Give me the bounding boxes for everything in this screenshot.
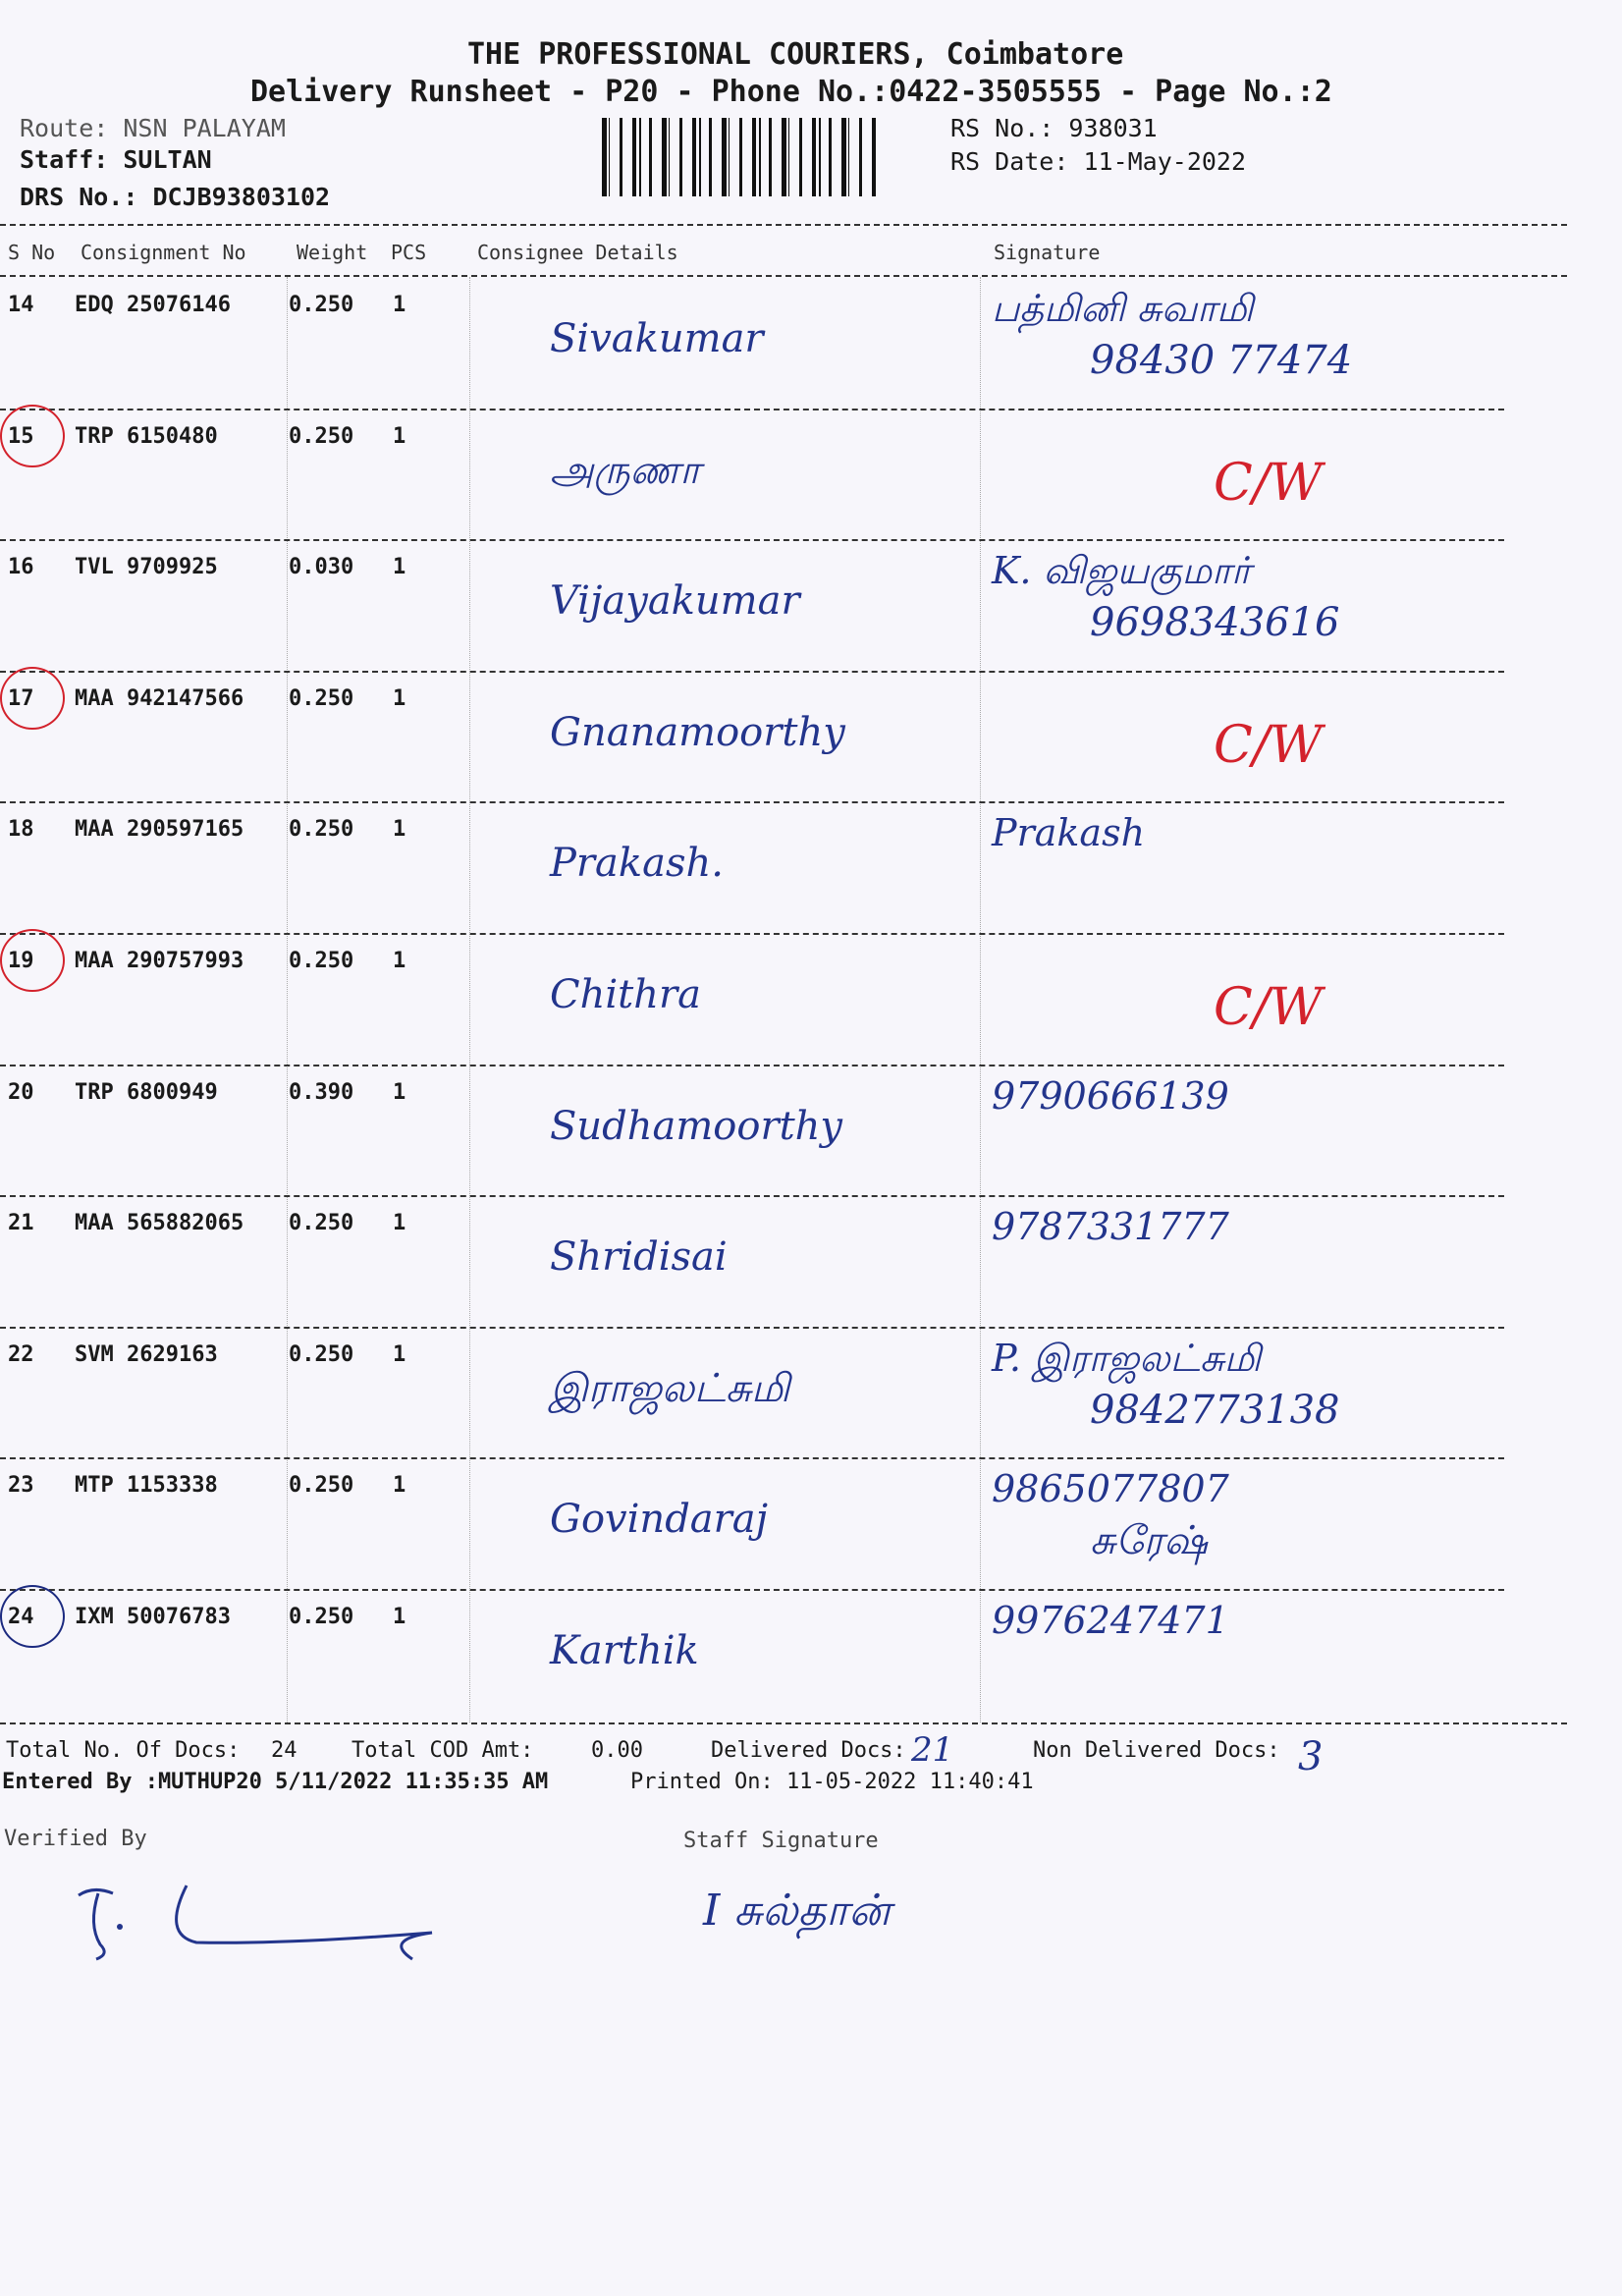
- row-consignment-no: MTP 1153338: [75, 1473, 218, 1498]
- row-signature: 9865077807: [992, 1467, 1229, 1510]
- row-consignee-name: Shridisai: [550, 1234, 728, 1280]
- row-divider: [0, 1457, 1504, 1459]
- page-title: THE PROFESSIONAL COURIERS, Coimbatore: [467, 37, 1124, 72]
- verifier-signature: [59, 1866, 452, 1984]
- row-sno: 22: [8, 1342, 34, 1367]
- row-sno: 24: [8, 1605, 34, 1629]
- row-divider: [0, 1195, 1504, 1197]
- row-consignment-no: SVM 2629163: [75, 1342, 218, 1367]
- row-pcs: 1: [393, 1211, 406, 1235]
- row-sno: 20: [8, 1080, 34, 1105]
- row-weight: 0.250: [289, 1473, 354, 1498]
- row-consignment-no: MAA 565882065: [75, 1211, 244, 1235]
- delivered-label: Delivered Docs:: [711, 1738, 906, 1763]
- row-signature: K. விஜயகுமார்: [992, 549, 1251, 592]
- row-signature: C/W: [1214, 716, 1323, 775]
- row-sno: 21: [8, 1211, 34, 1235]
- row-consignee-name: Gnanamoorthy: [550, 710, 845, 755]
- divider-header: [0, 275, 1567, 277]
- row-consignment-no: MAA 290597165: [75, 817, 244, 842]
- col-pcs: PCS: [391, 241, 427, 264]
- row-pcs: 1: [393, 555, 406, 579]
- row-weight: 0.250: [289, 1211, 354, 1235]
- row-weight: 0.250: [289, 817, 354, 842]
- row-sno: 18: [8, 817, 34, 842]
- staff-label: Staff: SULTAN: [20, 145, 212, 174]
- row-signature: 9790666139: [992, 1074, 1229, 1118]
- staff-signature-label: Staff Signature: [683, 1829, 879, 1853]
- col-consignee: Consignee Details: [477, 241, 678, 264]
- row-pcs: 1: [393, 424, 406, 449]
- total-cod-value: 0.00: [591, 1738, 643, 1763]
- row-signature: பத்மினி சுவாமி: [992, 287, 1254, 330]
- row-sno: 15: [8, 424, 34, 449]
- row-consignment-no: TRP 6800949: [75, 1080, 218, 1105]
- row-consignee-name: Karthik: [550, 1628, 699, 1673]
- row-consignee-name: Prakash.: [550, 841, 724, 886]
- row-weight: 0.250: [289, 1342, 354, 1367]
- row-pcs: 1: [393, 1342, 406, 1367]
- row-consignment-no: MAA 942147566: [75, 686, 244, 711]
- row-sno: 16: [8, 555, 34, 579]
- row-pcs: 1: [393, 817, 406, 842]
- row-sno: 19: [8, 949, 34, 973]
- col-sno: S No: [8, 241, 56, 264]
- row-signature: P. இராஜலட்சுமி: [992, 1337, 1262, 1380]
- row-sno: 17: [8, 686, 34, 711]
- total-cod-label: Total COD Amt:: [351, 1738, 534, 1763]
- row-divider: [0, 933, 1504, 935]
- rs-number: RS No.: 938031: [950, 114, 1158, 142]
- row-weight: 0.250: [289, 424, 354, 449]
- row-pcs: 1: [393, 1605, 406, 1629]
- row-pcs: 1: [393, 1473, 406, 1498]
- staff-signature: I சுல்தான்: [703, 1886, 891, 1936]
- row-divider: [0, 801, 1504, 803]
- row-divider: [0, 1065, 1504, 1066]
- divider-top: [0, 224, 1567, 226]
- row-weight: 0.250: [289, 293, 354, 317]
- verified-by-label: Verified By: [4, 1827, 147, 1851]
- row-weight: 0.250: [289, 949, 354, 973]
- barcode: [597, 118, 880, 196]
- col-signature: Signature: [994, 241, 1101, 264]
- row-weight: 0.250: [289, 686, 354, 711]
- row-consignment-no: EDQ 25076146: [75, 293, 231, 317]
- row-divider: [0, 671, 1504, 673]
- row-pcs: 1: [393, 949, 406, 973]
- total-docs-value: 24: [271, 1738, 297, 1763]
- row-circle-mark: [0, 667, 65, 730]
- row-pcs: 1: [393, 1080, 406, 1105]
- row-signature: Prakash: [992, 811, 1146, 854]
- row-weight: 0.390: [289, 1080, 354, 1105]
- row-signature: 9976247471: [992, 1599, 1229, 1642]
- row-signature-phone: 9842773138: [1090, 1388, 1340, 1433]
- col-consignment: Consignment No: [81, 241, 246, 264]
- row-circle-mark: [0, 1585, 65, 1648]
- delivered-value: 21: [911, 1730, 954, 1770]
- non-delivered-value: 3: [1298, 1734, 1324, 1779]
- row-sno: 23: [8, 1473, 34, 1498]
- row-circle-mark: [0, 405, 65, 467]
- row-circle-mark: [0, 929, 65, 992]
- row-pcs: 1: [393, 686, 406, 711]
- row-signature: C/W: [1214, 454, 1323, 513]
- col-weight: Weight: [297, 241, 368, 264]
- row-divider: [0, 409, 1504, 410]
- row-consignment-no: IXM 50076783: [75, 1605, 231, 1629]
- row-consignee-name: அருணா: [550, 448, 701, 493]
- route-label: Route: NSN PALAYAM: [20, 114, 286, 142]
- row-signature: C/W: [1214, 978, 1323, 1037]
- row-consignment-no: TRP 6150480: [75, 424, 218, 449]
- row-consignee-name: Vijayakumar: [550, 578, 800, 624]
- row-divider: [0, 1589, 1504, 1591]
- row-weight: 0.250: [289, 1605, 354, 1629]
- page-subtitle: Delivery Runsheet - P20 - Phone No.:0422-3505555 - Page No.:2: [250, 75, 1332, 109]
- row-consignee-name: Chithra: [550, 972, 701, 1017]
- total-docs-label: Total No. Of Docs:: [6, 1738, 241, 1763]
- printed-on: Printed On: 11-05-2022 11:40:41: [630, 1770, 1034, 1794]
- row-consignment-no: MAA 290757993: [75, 949, 244, 973]
- row-signature: 9787331777: [992, 1205, 1229, 1248]
- entered-by: Entered By :MUTHUP20 5/11/2022 11:35:35 AM: [2, 1770, 549, 1794]
- non-delivered-label: Non Delivered Docs:: [1033, 1738, 1280, 1763]
- divider-bottom: [0, 1722, 1567, 1724]
- row-consignee-name: Sudhamoorthy: [550, 1104, 843, 1149]
- row-signature-phone: 9698343616: [1090, 600, 1340, 645]
- row-consignee-name: Sivakumar: [550, 316, 764, 361]
- row-consignee-name: இராஜலட்சுமி: [550, 1366, 790, 1411]
- row-consignee-name: Govindaraj: [550, 1497, 769, 1542]
- row-signature-phone: சுரேஷ்: [1090, 1518, 1208, 1563]
- rs-date: RS Date: 11-May-2022: [950, 147, 1247, 176]
- row-pcs: 1: [393, 293, 406, 317]
- row-consignment-no: TVL 9709925: [75, 555, 218, 579]
- row-divider: [0, 539, 1504, 541]
- row-sno: 14: [8, 293, 34, 317]
- drs-number: DRS No.: DCJB93803102: [20, 183, 331, 211]
- row-weight: 0.030: [289, 555, 354, 579]
- row-divider: [0, 1327, 1504, 1329]
- row-signature-phone: 98430 77474: [1090, 338, 1353, 383]
